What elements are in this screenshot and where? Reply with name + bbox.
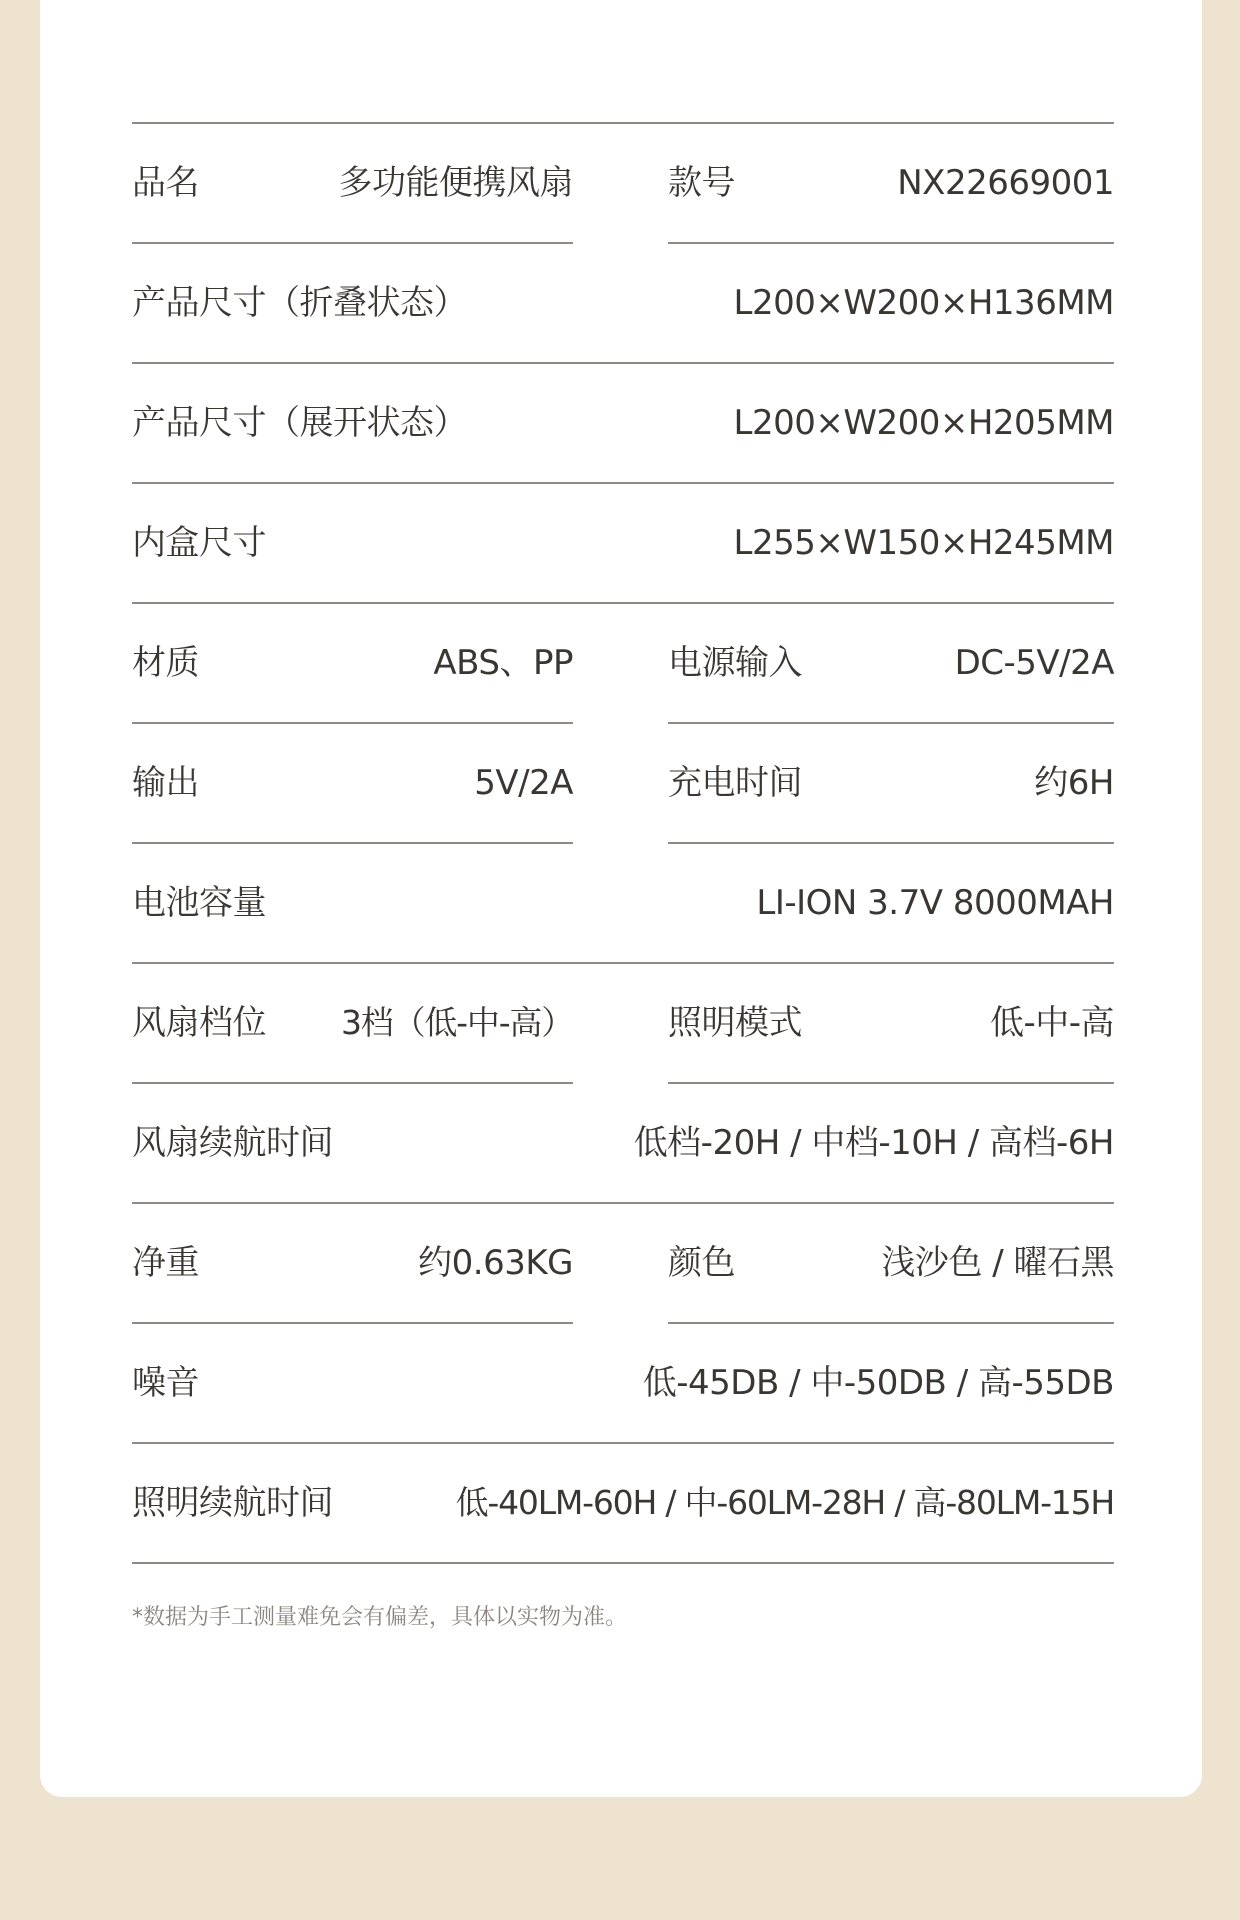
spec-cell-noise [132,1324,1114,1444]
spec-label: 照明模式 [668,1003,802,1043]
spec-row-folded-size [132,244,1114,364]
spec-value: L255×W150×H245MM [733,523,1114,563]
spec-row-net-weight [132,1204,1114,1324]
spec-row-material [132,604,1114,724]
spec-label: 风扇档位 [132,1003,266,1043]
spec-label: 照明续航时间 [132,1483,333,1523]
spec-value: L200×W200×H205MM [733,403,1114,443]
spec-cell-power-input [668,604,1114,724]
spec-value: 低-40LM-60H / 中-60LM-28H / 高-80LM-15H [455,1483,1114,1522]
spec-cell-color [668,1204,1114,1324]
spec-label: 输出 [132,763,199,803]
spec-row-battery [132,844,1114,964]
footnote: *数据为手工测量难免会有偏差，具体以实物为准。 [132,1605,628,1630]
spec-cell-unfolded-size [132,364,1114,484]
spec-cell-battery [132,844,1114,964]
spec-value: ABS、PP [433,643,573,683]
spec-label: 电池容量 [132,883,266,923]
spec-value: 3档（低-中-高） [340,1003,573,1042]
spec-cell-light-mode [668,964,1114,1084]
spec-label: 内盒尺寸 [132,523,266,563]
spec-cell-output [132,724,573,844]
spec-value: 多功能便携风扇 [338,163,573,203]
spec-value: LI-ION 3.7V 8000MAH [756,883,1114,923]
spec-value: 低-中-高 [989,1003,1114,1043]
spec-label: 材质 [132,643,199,683]
spec-cell-folded-size [132,244,1114,364]
spec-label: 净重 [132,1243,199,1283]
spec-cell-charge-time [668,724,1114,844]
spec-label: 噪音 [132,1363,199,1403]
spec-value: 约6H [1034,763,1114,803]
spec-cell-net-weight [132,1204,573,1324]
spec-cell-product-name [132,124,573,244]
spec-label: 充电时间 [668,763,802,803]
spec-label: 风扇续航时间 [132,1123,333,1163]
spec-row-fan-runtime [132,1084,1114,1204]
spec-row-output [132,724,1114,844]
spec-value: 低档-20H / 中档-10H / 高档-6H [633,1123,1114,1163]
spec-cell-fan-runtime [132,1084,1114,1204]
spec-cell-inner-box-size [132,484,1114,604]
spec-value: L200×W200×H136MM [733,283,1114,323]
spec-cell-model-number [668,124,1114,244]
spec-label: 款号 [668,163,735,203]
spec-value: NX22669001 [897,163,1114,203]
spec-label: 电源输入 [668,643,802,683]
spec-cell-material [132,604,573,724]
spec-value: 浅沙色 / 曜石黑 [881,1243,1114,1283]
spec-row-light-runtime [132,1444,1114,1564]
spec-value: DC-5V/2A [954,643,1114,683]
spec-label: 产品尺寸（展开状态） [132,403,467,443]
spec-row-inner-box-size [132,484,1114,604]
spec-row-product-name [132,124,1114,244]
spec-cell-light-runtime [132,1444,1114,1564]
spec-row-noise [132,1324,1114,1444]
spec-value: 约0.63KG [418,1243,573,1283]
spec-row-fan-speed [132,964,1114,1084]
spec-value: 5V/2A [474,763,573,803]
spec-value: 低-45DB / 中-50DB / 高-55DB [642,1363,1114,1403]
spec-label: 品名 [132,163,199,203]
spec-cell-fan-speed [132,964,573,1084]
spec-label: 颜色 [668,1243,735,1283]
spec-label: 产品尺寸（折叠状态） [132,283,467,323]
spec-row-unfolded-size [132,364,1114,484]
